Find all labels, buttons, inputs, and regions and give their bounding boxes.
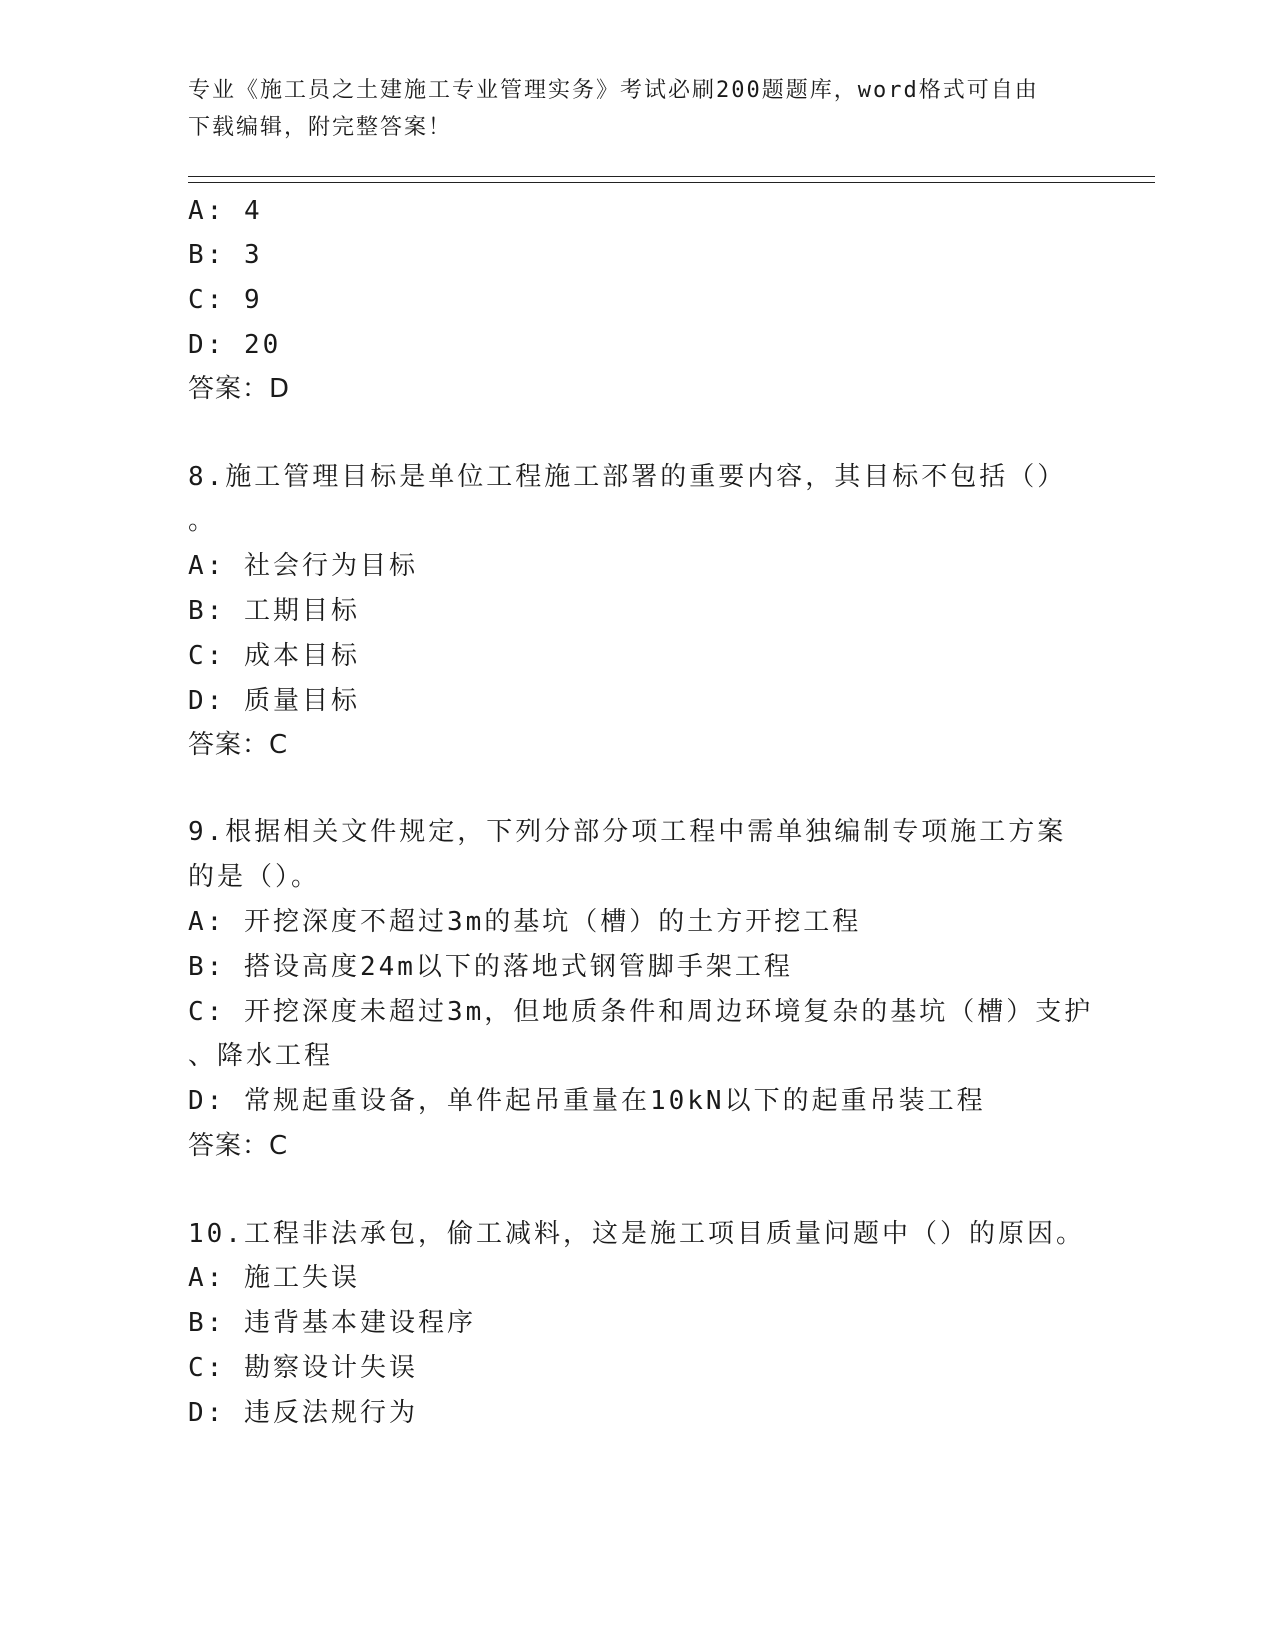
q8-stem-line-2: 。 xyxy=(188,506,218,536)
q9-option-d: D: 常规起重设备，单件起吊重量在10kN以下的起重吊装工程 xyxy=(188,1086,986,1116)
document-header xyxy=(188,72,1078,146)
q7-answer: 答案：D xyxy=(188,374,291,404)
q9-answer: 答案：C xyxy=(188,1131,289,1161)
q9-stem-line-2: 的是（）。 xyxy=(188,862,321,892)
q7-option-a: A: 4 xyxy=(188,196,263,226)
q8-option-d: D: 质量目标 xyxy=(188,686,360,716)
q10-option-d: D: 违反法规行为 xyxy=(188,1398,418,1428)
q10-stem: 10.工程非法承包，偷工减料，这是施工项目质量问题中（）的原因。 xyxy=(188,1219,1085,1249)
header-divider-bottom xyxy=(188,182,1155,183)
header-line-1: 专业《施工员之土建施工专业管理实务》考试必刷200题题库，word格式可自由 xyxy=(188,78,1039,103)
header-divider-top xyxy=(188,176,1155,177)
q9-option-b: B: 搭设高度24m以下的落地式钢管脚手架工程 xyxy=(188,952,793,982)
q9-option-a: A: 开挖深度不超过3m的基坑（槽）的土方开挖工程 xyxy=(188,907,862,937)
q7-option-b: B: 3 xyxy=(188,240,263,270)
q10-option-a: A: 施工失误 xyxy=(188,1263,360,1293)
q8-answer: 答案：C xyxy=(188,730,289,760)
q9-option-c-line-2: 、降水工程 xyxy=(188,1041,334,1071)
q8-option-c: C: 成本目标 xyxy=(188,641,360,671)
header-line-2: 下载编辑，附完整答案！ xyxy=(188,115,453,140)
q9-stem-line-1: 9.根据相关文件规定，下列分部分项工程中需单独编制专项施工方案 xyxy=(188,817,1067,847)
q9-option-c-line-1: C: 开挖深度未超过3m，但地质条件和周边环境复杂的基坑（槽）支护 xyxy=(188,997,1094,1027)
q8-option-a: A: 社会行为目标 xyxy=(188,551,418,581)
q8-option-b: B: 工期目标 xyxy=(188,596,360,626)
q8-stem-line-1: 8.施工管理目标是单位工程施工部署的重要内容，其目标不包括（） xyxy=(188,462,1067,492)
q7-option-d: D: 20 xyxy=(188,330,282,360)
q10-option-c: C: 勘察设计失误 xyxy=(188,1353,418,1383)
q10-option-b: B: 违背基本建设程序 xyxy=(188,1308,476,1338)
q7-option-c: C: 9 xyxy=(188,285,263,315)
